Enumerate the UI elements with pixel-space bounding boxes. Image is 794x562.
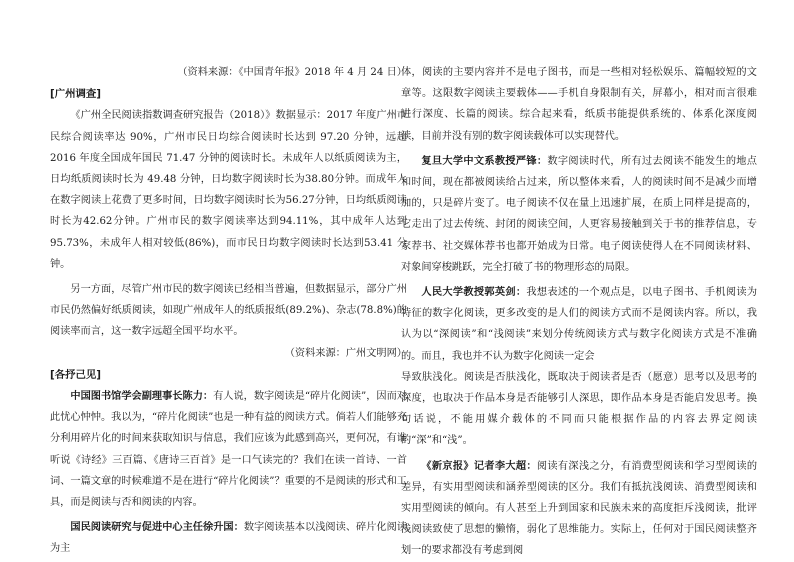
guangzhou-paragraph-2: 另一方面，尽管广州市民的数字阅读已经相当普遍，但数据显示，部分广州市民仍然偏好纸质阅读，如现广州成年人的纸质报纸(89.2%)、杂志(78.8%)的阅读率而言，这一数字远超全国平均水平。 [50, 284, 407, 338]
opinion-guoyingjian-speaker: 人民大学教授郭英剑： [421, 287, 527, 299]
left-column [50, 62, 407, 560]
opinion-yanfeng-speaker: 复旦大学中文系教授严锋： [421, 155, 548, 167]
section-heading-opinions: [各抒己见] [50, 368, 102, 381]
opinion-xushengguo-continued: 体，阅读的主要内容并不是电子图书，而是一些相对轻松娱乐、篇幅较短的文章等。这限数字阅读主要载体——手机自身限制有关，屏幕小，相对而言很难进行深度、长篇的阅读。综合起来看，纸质书能提供系统的、体系化深度阅读，目前并没有别的数字阅读载体可以实现替代。 [401, 67, 757, 142]
opinion-lidachao-speaker: 《新京报》记者李大超： [421, 460, 537, 472]
opinion-chenli [50, 386, 407, 513]
guangzhou-paragraph-1: 《广州全民阅读指数调查研究报告（2018）》数据显示：2017 年度广州市民综合阅读率达 90%，广州市民日均综合阅读时长达到 97.20 分钟，远超 2016 年度全国成年国民 71.47 分钟的阅读时长。未成年人以纸质阅读为主，日均纸质阅读时长为 49.48 分钟，日均数字阅读时长为38.80分钟。而成年人在数字阅读上花费了更多时间，日均数字阅读时长为56.27分钟，日均纸质阅读时长为42.62分钟。广州市民的数字阅读率达到94.11%，其中成年人达到95.73%，未成年人相对较低(86%)，而市民日均数字阅读时长达到53.41 分钟。 [50, 110, 407, 270]
opinion-lidachao [401, 456, 757, 562]
opinion-yanfeng-text: 数字阅读时代，所有过去阅读不能发生的地点和时间，现在都被阅读给占过来，所以整体来看，人的阅读时间不是减少而增加的，只是碎片变了。电子阅读不仅在量上迅速扩展，在质上同样是提高的，它走出了过去传统、封闭的阅读空间，人更容易接触到关于书的推荐信息，专家荐书、社交媒体荐书也都开始成为日常。电子阅读使得人在不同阅读材料、对象间穿梭跳跃，完全打破了书的物理形态的局限。 [401, 155, 757, 273]
section-heading-guangzhou: [广州调查] [50, 88, 102, 101]
opinion-yanfeng [401, 151, 757, 278]
opinion-chenli-text: 有人说，数字阅读是“碎片化阅读”，因而对此忧心忡忡。我以为，“碎片化阅读”也是一种有益的阅读方式。倘若人们能够充分利用碎片化的时间来获取知识与信息，我们应该为此感到高兴，更何况，有谁听说《诗经》三百篇、《唐诗三百首》是一口气读完的？我们在读一首诗、一首词、一篇文章的时候难道不是在进行“碎片化阅读”？重要的不是阅读的形式和工具，而是阅读与否和阅读的内容。 [50, 391, 407, 509]
opinion-lidachao-text: 阅读有深浅之分，有消费型阅读和学习型阅读的差异，有实用型阅读和涵养型阅读的区分。我们有抵抗浅阅读、消费型阅读和实用型阅读的倾向。有人甚至上升到国家和民族未来的高度拒斥浅阅读，批评浅阅读致使了思想的懒惰，弱化了思维能力。实际上，任何对于国民阅读整齐划一的要求都没有考虑到阅 [401, 460, 758, 557]
opinion-guoyingjian-continued: 导致肤浅化。阅读是否肤浅化，既取决于阅读者是否（愿意）思考以及思考的深度，也取决于作品本身是否能够引人深思，即作品本身是否能启发思考。换句话说，不能用媒介载体的不同而只能根据作品的内容去界定阅读的“深”和“浅”。 [401, 371, 757, 447]
opinion-guoyingjian-text: 我想表述的一个观点是，以电子图书、手机阅读为特征的数字化阅读，更多改变的是人们的阅读方式而不是阅读内容。所以，我认为以“深阅读”和“浅阅读”来划分传统阅读方式与数字化阅读方式是不准确的。而且，我也并不认为数字化阅读一定会 [401, 287, 758, 362]
opinion-xushengguo-speaker: 国民阅读研究与促进中心主任徐升国： [70, 522, 244, 534]
opinion-chenli-speaker: 中国图书馆学会副理事长陈力： [70, 391, 214, 403]
right-column [401, 62, 757, 562]
opinion-xushengguo-text: 数字阅读基本以浅阅读、碎片化阅读为主 [50, 522, 408, 555]
opinion-xushengguo [50, 517, 407, 559]
opinion-guoyingjian [401, 282, 757, 367]
source-note-cyb: （资料来源：《中国青年报》2018 年 4 月 24 日） [177, 67, 407, 78]
source-note-gz: （资料来源：广州文明网） [284, 347, 407, 359]
